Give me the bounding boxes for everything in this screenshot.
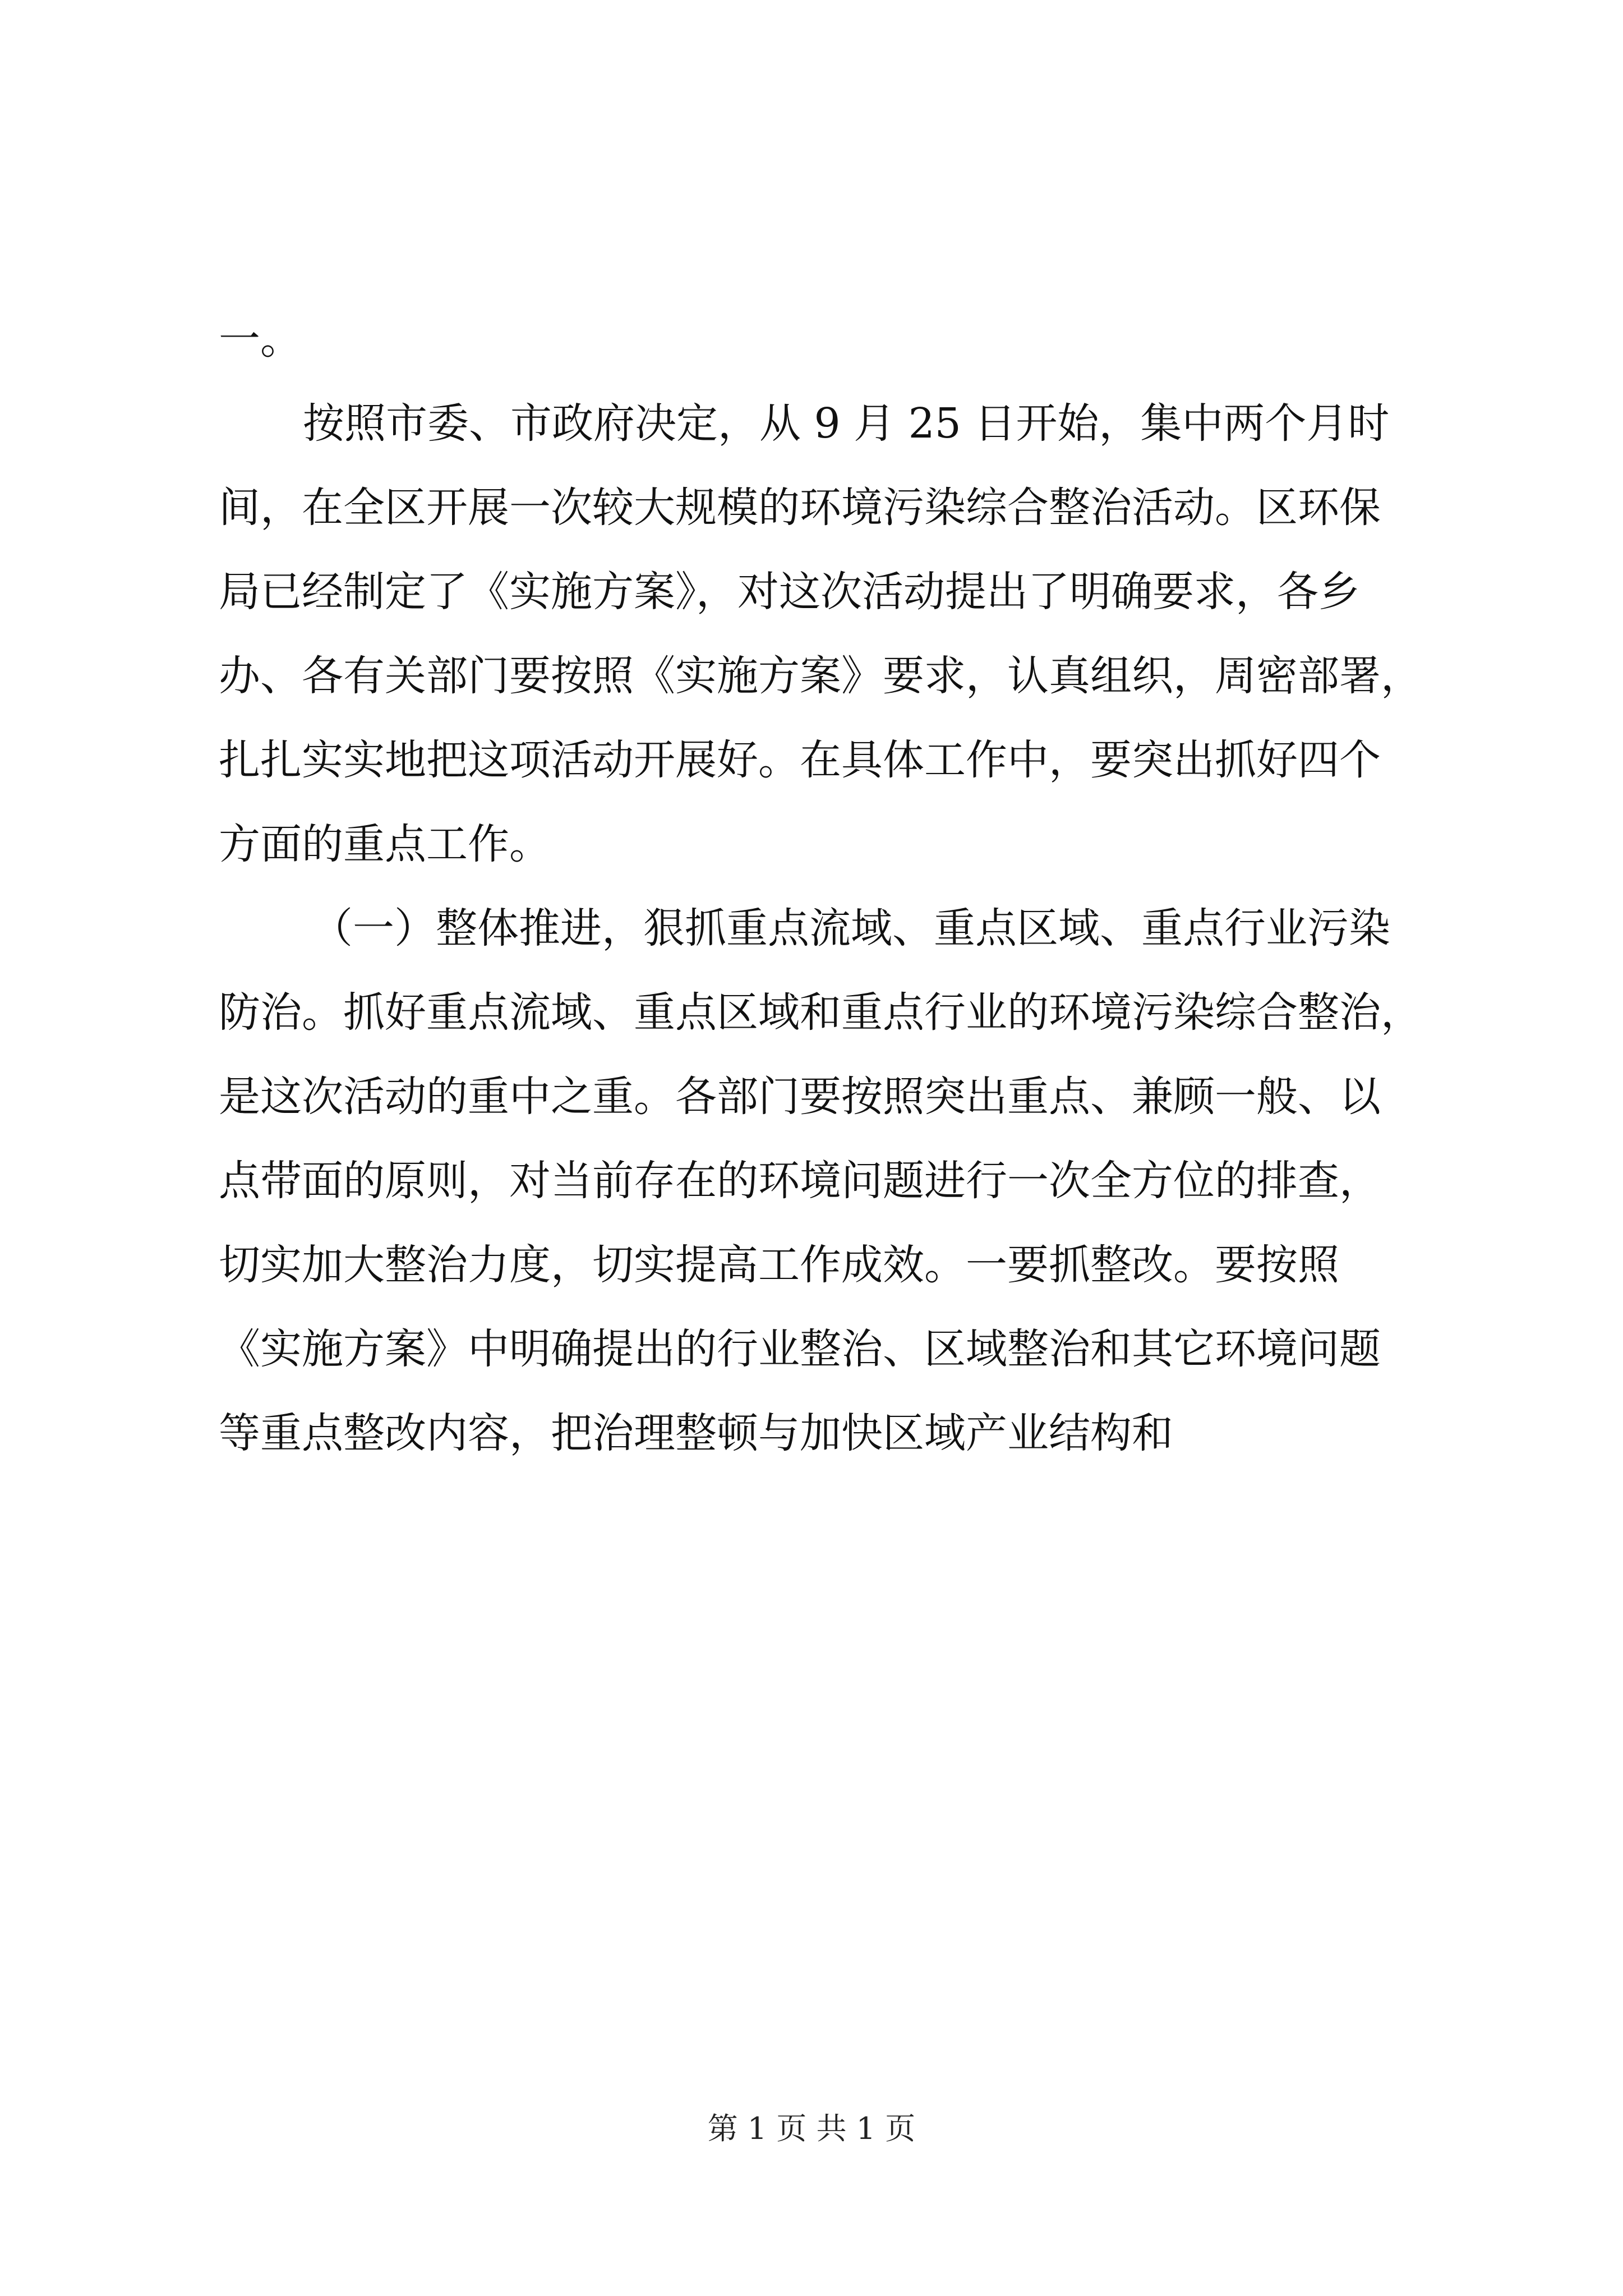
text-line: 一。 [219,315,302,364]
text-line: 《实施方案》中明确提出的行业整治、区域整治和其它环境问题 [219,1325,1381,1373]
text-line: 办、各有关部门要按照《实施方案》要求，认真组织，周密部署， [219,652,1422,700]
text-line: 是这次活动的重中之重。各部门要按照突出重点、兼顾一般、以 [219,1073,1381,1121]
text-line: 切实加大整治力度，切实提高工作成效。一要抓整改。要按照 [219,1241,1339,1289]
text-line: 等重点整改内容，把治理整顿与加快区域产业结构和 [219,1409,1173,1457]
text-line: 扎扎实实地把这项活动开展好。在具体工作中，要突出抓好四个 [219,736,1381,784]
text-line: 点带面的原则，对当前存在的环境问题进行一次全方位的排查， [219,1157,1381,1205]
text-line: 防治。抓好重点流域、重点区域和重点行业的环境污染综合整治， [219,988,1422,1037]
text-line: （一）整体推进，狠抓重点流域、重点区域、重点行业污染 [311,904,1390,953]
page-number: 第 1 页 共 1 页 [707,2111,916,2146]
text-line: 间，在全区开展一次较大规模的环境污染综合整治活动。区环保 [219,484,1381,532]
text-line: 方面的重点工作。 [219,820,551,868]
text-line: 局已经制定了《实施方案》，对这次活动提出了明确要求，各乡 [219,568,1360,616]
text-line: 按照市委、市政府决定，从 9 月 25 日开始，集中两个月时 [303,399,1390,448]
page-footer [0,2109,1623,2148]
